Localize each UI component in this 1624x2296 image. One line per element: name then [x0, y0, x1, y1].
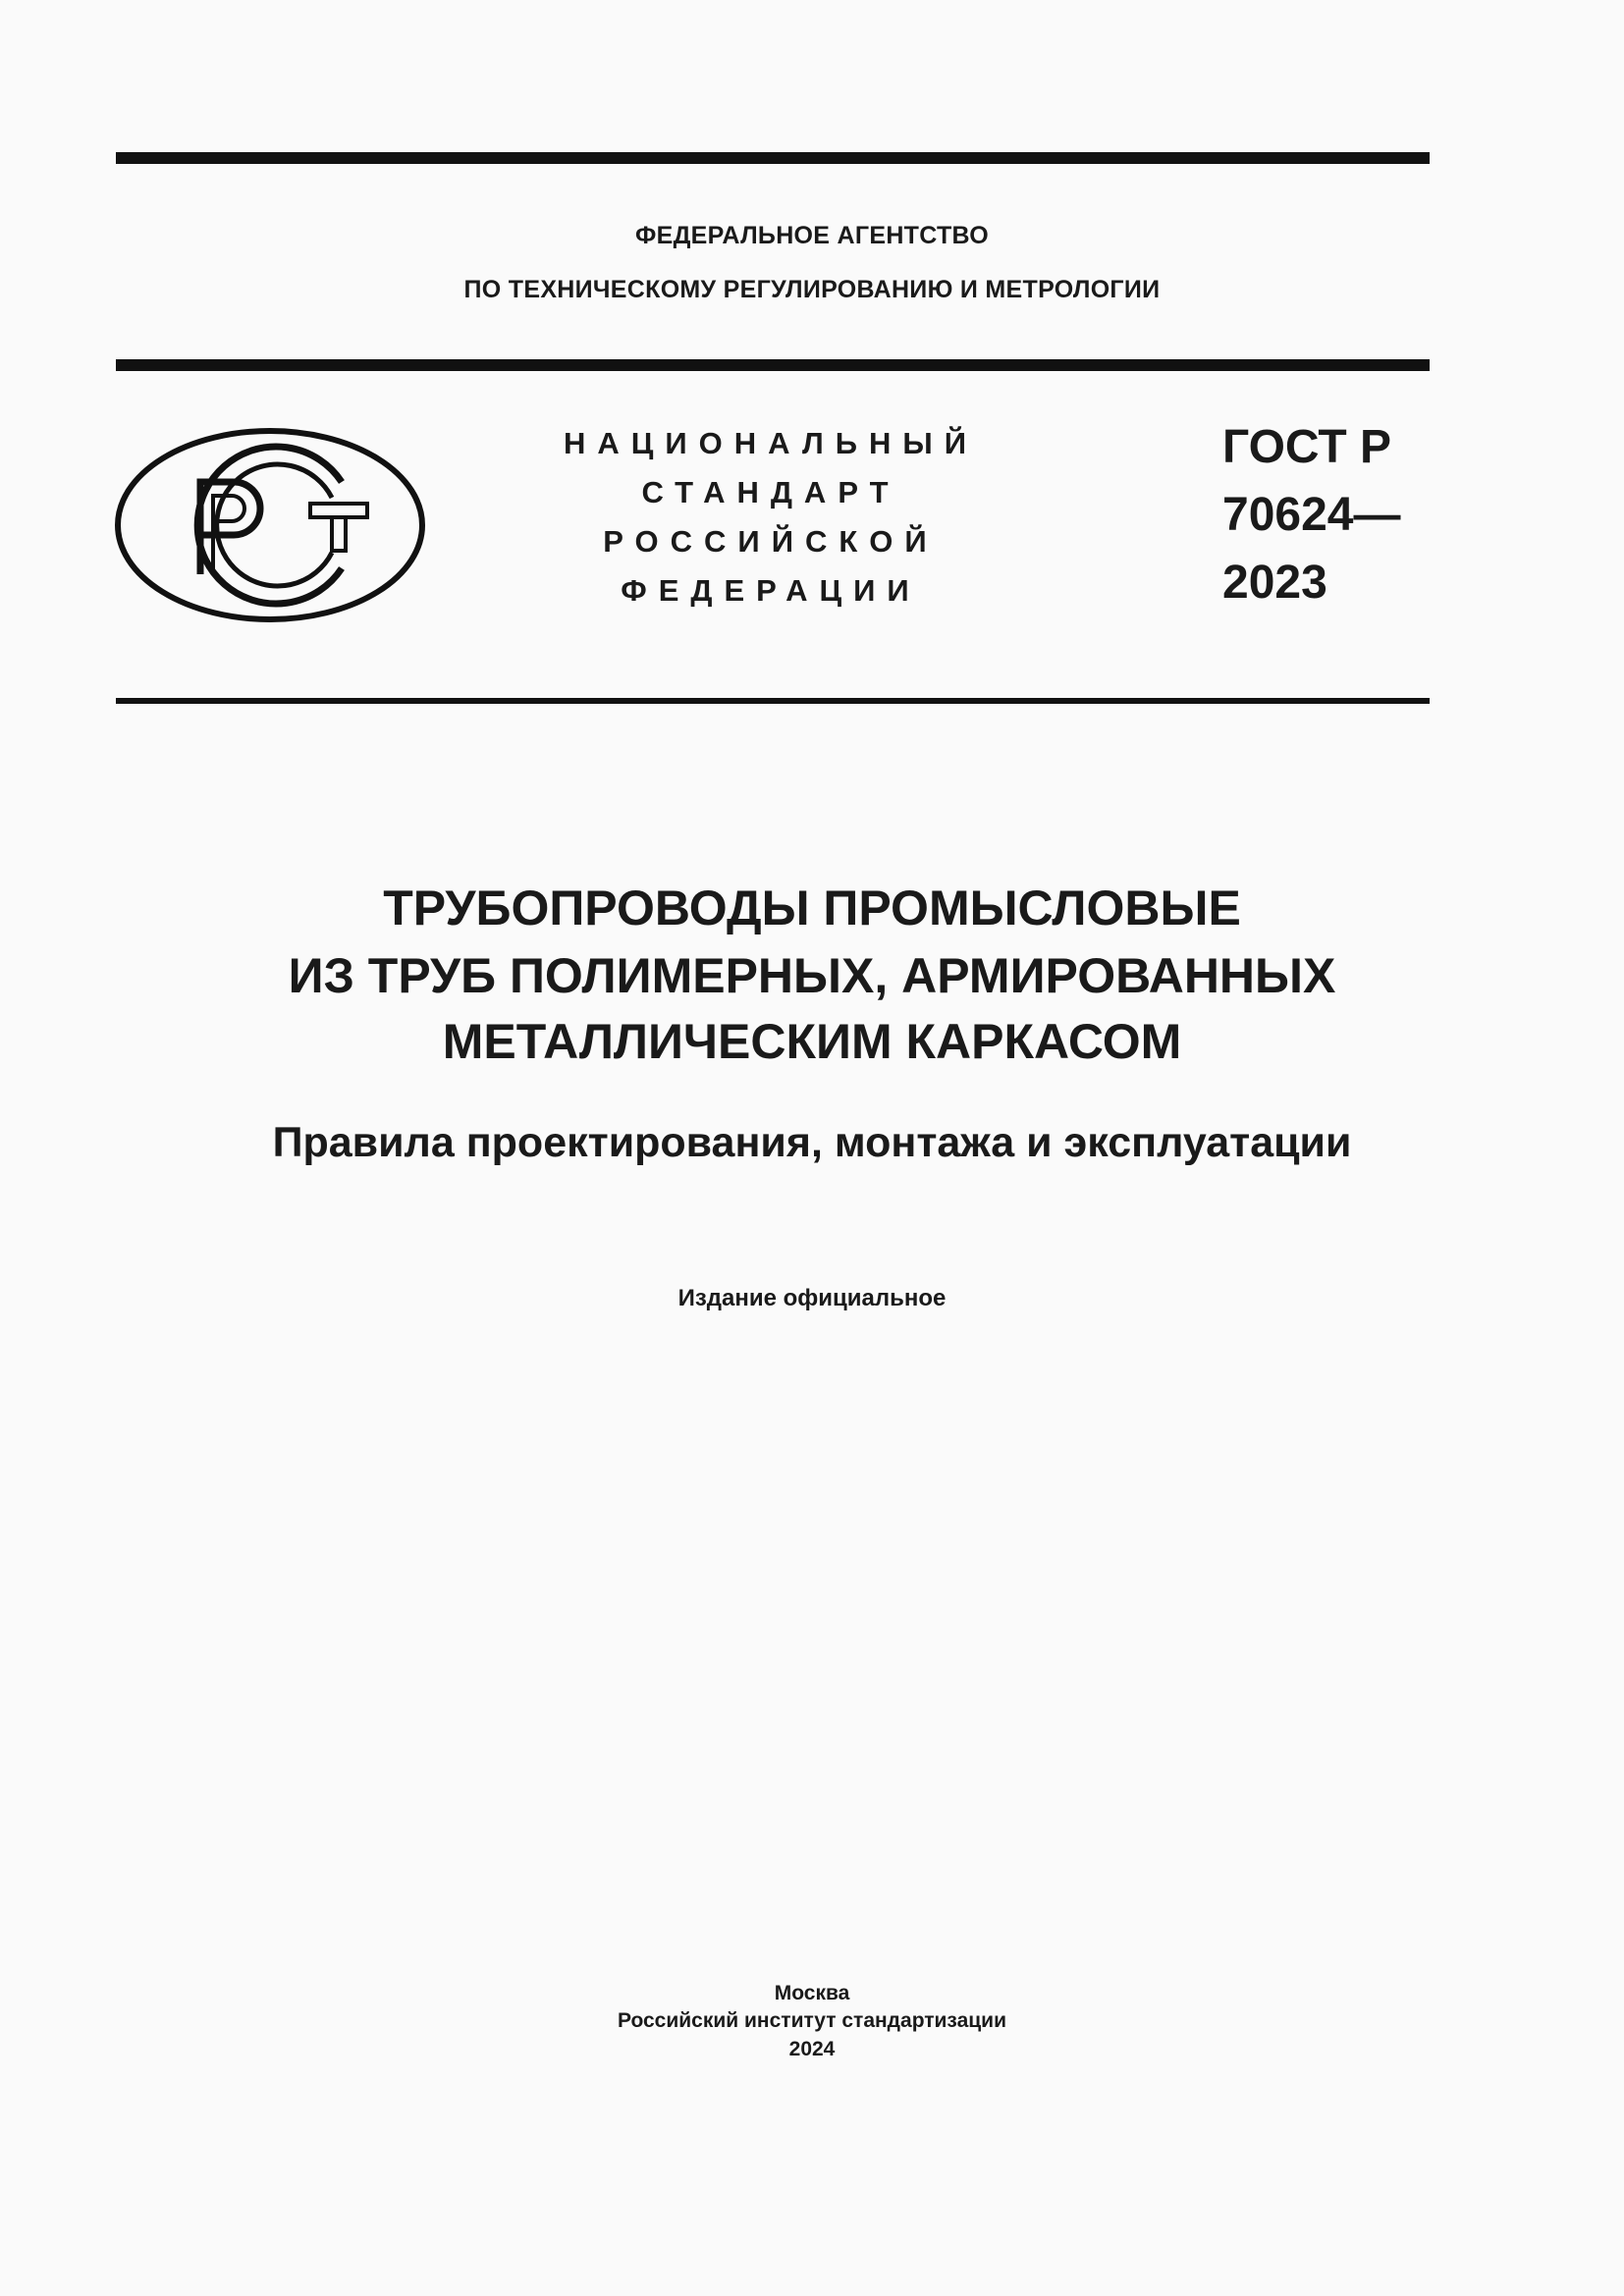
standard-type-line4: ФЕДЕРАЦИИ: [621, 573, 921, 608]
imprint-city: Москва: [774, 1982, 850, 2004]
standard-type-line3: РОССИЙСКОЙ: [603, 524, 939, 559]
document-subtitle: Правила проектирования, монтажа и эксплуатации: [272, 1119, 1352, 1166]
designation-line1: ГОСТ Р: [1222, 421, 1392, 473]
standard-type-line1: НАЦИОНАЛЬНЫЙ: [563, 426, 979, 460]
imprint-year: 2024: [788, 2038, 836, 2060]
bottom-divider: [116, 698, 1430, 704]
designation-line2: 70624—: [1222, 489, 1401, 541]
document-title-line1: ТРУБОПРОВОДЫ ПРОМЫСЛОВЫЕ: [383, 881, 1241, 935]
edition-note: Издание официальное: [677, 1285, 947, 1311]
middle-divider: [116, 359, 1430, 371]
agency-name-line2: ПО ТЕХНИЧЕСКОМУ РЕГУЛИРОВАНИЮ И МЕТРОЛОГИИ: [463, 276, 1161, 303]
agency-name-line1: ФЕДЕРАЛЬНОЕ АГЕНТСТВО: [634, 222, 990, 249]
standard-type-line2: СТАНДАРТ: [641, 475, 900, 509]
rst-logo-icon: [114, 427, 426, 623]
top-divider: [116, 152, 1430, 164]
document-title-line3: МЕТАЛЛИЧЕСКИМ КАРКАСОМ: [442, 1014, 1182, 1069]
designation-line3: 2023: [1222, 557, 1327, 609]
document-title-line2: ИЗ ТРУБ ПОЛИМЕРНЫХ, АРМИРОВАННЫХ: [288, 948, 1336, 1003]
imprint-publisher: Российский институт стандартизации: [617, 2009, 1007, 2032]
